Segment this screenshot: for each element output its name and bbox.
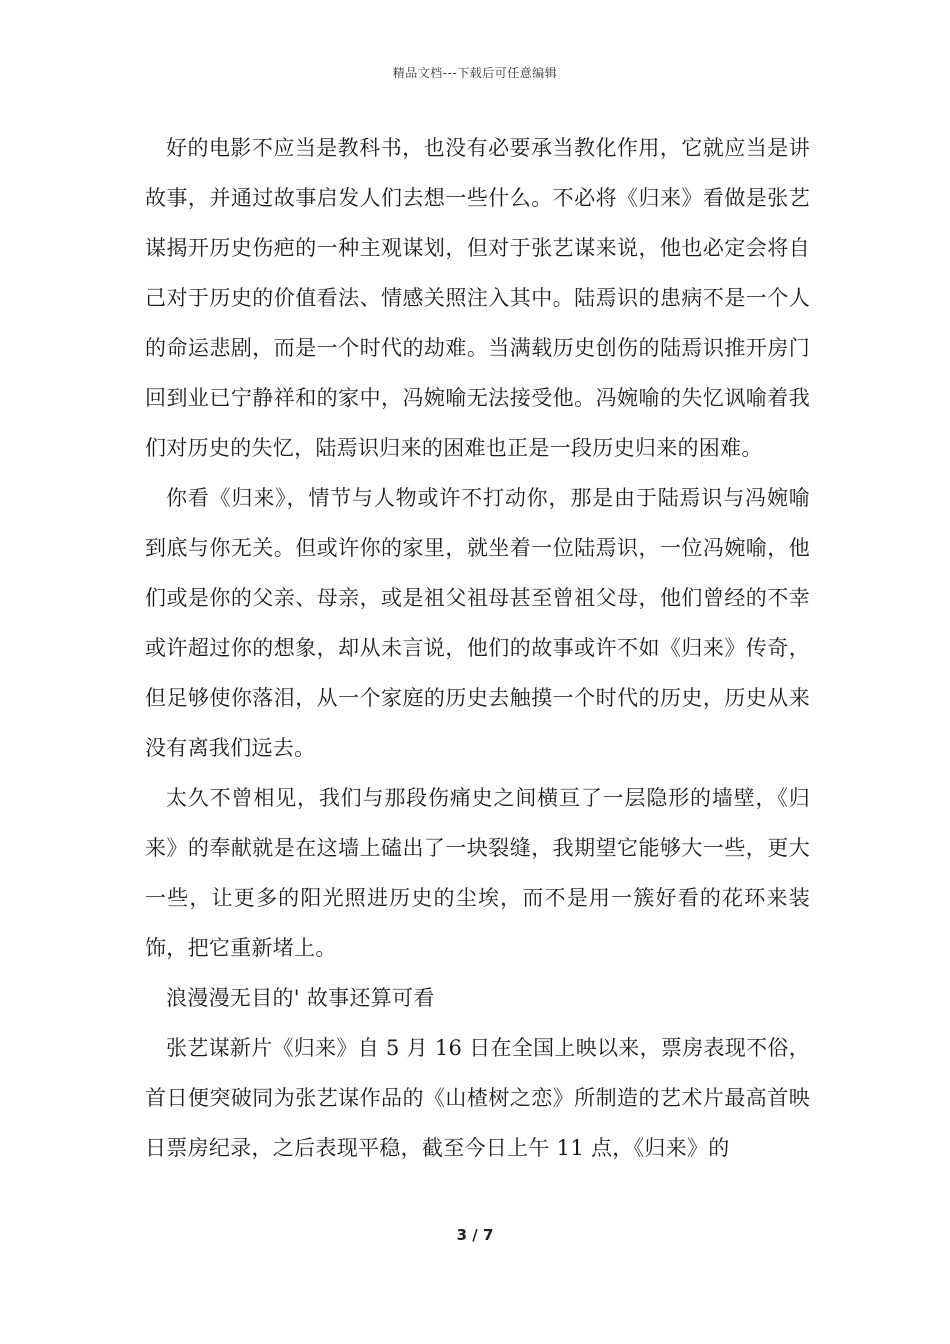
page-header: 精品文档---下载后可任意编辑 [392,66,558,80]
document-body [145,123,810,1173]
paragraph: 你看《归来》，情节与人物或许不打动你，那是由于陆焉识与冯婉喻到底与你无关。但或许你的家里，就坐着一位陆焉识，一位冯婉喻，他们或是你的父亲、母亲，或是祖父祖母甚至曾祖父母，他们曾经的不幸或许超过你的想象，却从未言说，他们的故事或许不如《归来》传奇，但足够使你落泪，从一个家庭的历史去触摸一个时代的历史，历史从来没有离我们远去。 [145,486,810,760]
page-number: 3 / 7 [456,1226,494,1244]
paragraph: 张艺谋新片《归来》自 5 月 16 日在全国上映以来，票房表现不俗，首日便突破同为张艺谋作品的《山楂树之恋》所制造的艺术片最高首映日票房纪录，之后表现平稳，截至今日上午 11 点，《归来》的 [145,1036,810,1160]
paragraph: 好的电影不应当是教科书，也没有必要承当教化作用，它就应当是讲故事，并通过故事启发人们去想一些什么。不必将《归来》看做是张艺谋揭开历史伤疤的一种主观谋划，但对于张艺谋来说，他也必定会将自己对于历史的价值看法、情感关照注入其中。陆焉识的患病不是一个人的命运悲剧，而是一个时代的劫难。当满载历史创伤的陆焉识推开房门回到业已宁静祥和的家中，冯婉喻无法接受他。冯婉喻的失忆讽喻着我们对历史的失忆，陆焉识归来的困难也正是一段历史归来的困难。 [145,136,810,460]
section-heading: 浪漫漫无目的' 故事还算可看 [166,986,435,1010]
paragraph: 太久不曾相见，我们与那段伤痛史之间横亘了一层隐形的墙壁，《归来》的奉献就是在这墙上磕出了一块裂缝，我期望它能够大一些，更大一些，让更多的阳光照进历史的尘埃，而不是用一簇好看的花环来装饰，把它重新堵上。 [145,786,810,960]
